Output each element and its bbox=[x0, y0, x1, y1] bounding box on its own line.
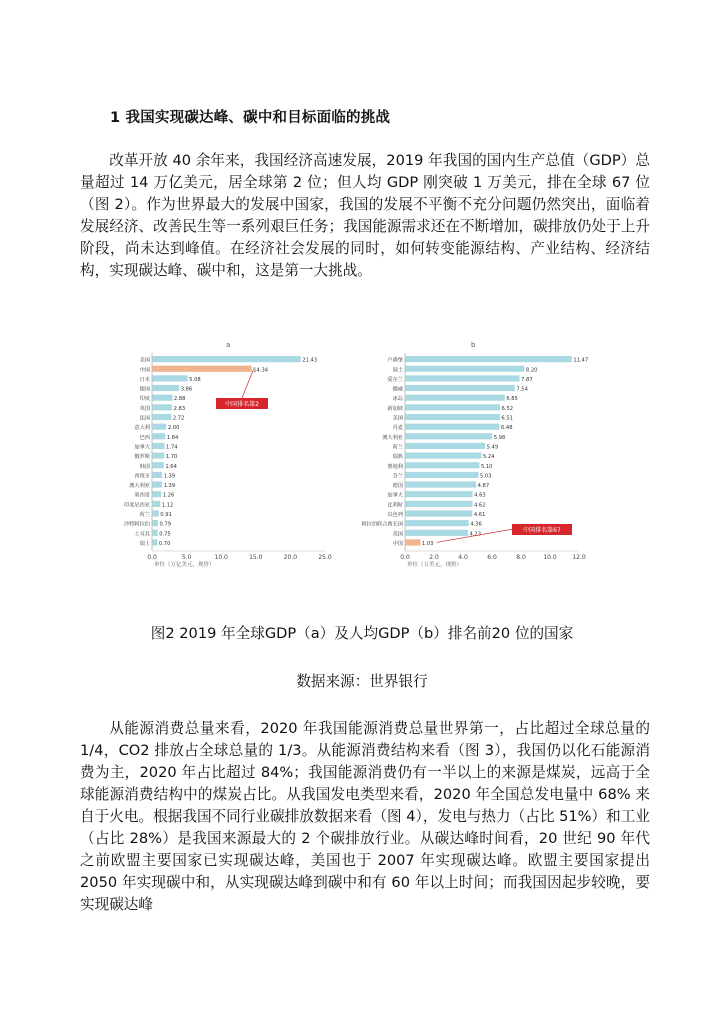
tick-label: 10.0 bbox=[543, 554, 557, 561]
tick-label: 0.0 bbox=[400, 554, 410, 561]
value-label: 3.86 bbox=[180, 386, 193, 393]
tick-label: 0.0 bbox=[147, 554, 157, 561]
category-label: 意大利 bbox=[134, 425, 150, 432]
bar bbox=[153, 462, 164, 468]
bar bbox=[153, 424, 167, 430]
value-label: 6.51 bbox=[501, 415, 513, 422]
tick-label: 6.0 bbox=[487, 554, 497, 561]
value-label: 0.91 bbox=[160, 512, 172, 518]
category-label: 美国 bbox=[392, 415, 403, 422]
value-label: 1.70 bbox=[165, 454, 178, 461]
data-source: 数据来源：世界银行 bbox=[296, 673, 428, 690]
category-label: 爱尔兰 bbox=[387, 376, 403, 383]
bar bbox=[153, 501, 161, 507]
value-label: 5.24 bbox=[482, 454, 495, 461]
paragraph-intro: 改革开放 40 余年来，我国经济高速发展，2019 年我国的国内生产总值（GDP）总量超过 14 万亿美元，居全球第 2 位；但人均 GDP 刚突破 1 万美元，排在全球 67 位（图 2）。作为世界最大的发展中国家，我国的发展不平衡不充分问题仍然突出，面临着发展经济、改善民生等一系列艰巨任务；我国能源需求还在不断增加，碳排放仍处于上升阶段，尚未达到峰值。在经济社会发展的同时，如何转变能源结构、产业结构、经济结构，实现碳达峰、碳中和，这是第一大挑战。 bbox=[80, 152, 650, 279]
value-label: 1.84 bbox=[166, 434, 179, 441]
x-axis-label: 单位（万美元，现价） bbox=[407, 562, 463, 568]
tick-label: 5.0 bbox=[181, 554, 192, 561]
chart-b-gdp-per-capita bbox=[361, 341, 588, 568]
category-label: 沙特阿拉伯 bbox=[124, 521, 150, 528]
bar bbox=[406, 424, 500, 430]
value-label: 1.12 bbox=[161, 502, 174, 509]
category-label: 中国 bbox=[392, 540, 403, 547]
category-label: 丹麦 bbox=[392, 425, 403, 432]
bar bbox=[406, 414, 500, 420]
value-label: 1.03 bbox=[421, 540, 434, 547]
bar bbox=[406, 510, 473, 516]
gdp-figure bbox=[124, 336, 598, 586]
category-label: 瑞士 bbox=[392, 367, 403, 374]
tick-label: 15.0 bbox=[249, 554, 263, 561]
category-label: 俄罗斯 bbox=[134, 454, 150, 461]
category-label: 荷兰 bbox=[139, 512, 150, 518]
bar bbox=[406, 520, 469, 526]
category-label: 中国 bbox=[139, 367, 150, 374]
tick-label: 25.0 bbox=[318, 554, 332, 561]
category-label: 澳大利亚 bbox=[129, 483, 150, 490]
value-label: 5.49 bbox=[486, 444, 499, 451]
tick-label: 2.0 bbox=[429, 554, 439, 561]
value-label: 0.79 bbox=[159, 521, 172, 528]
bar bbox=[406, 481, 477, 487]
bar bbox=[406, 453, 482, 459]
bar bbox=[153, 510, 159, 516]
tick-label: 20.0 bbox=[283, 554, 298, 561]
value-label: 2.83 bbox=[173, 405, 186, 412]
category-label: 德国 bbox=[392, 483, 403, 490]
bar bbox=[153, 366, 252, 372]
value-label: 7.87 bbox=[521, 376, 533, 383]
paragraph-energy: 从能源消费总量来看，2020 年我国能源消费总量世界第一，占比超过全球总量的 1/4，CO2 排放占全球总量的 1/3。从能源消费结构来看（图 3），我国仍以化石能源消费为主，2020 年占比超过 84%；我国能源消费仍有一半以上的来源是煤炭，远高于全球能源消费结构中的煤炭占比。从我国发电类型来看，2020 年全国总发电量中 68% 来自于火电。根据我国不同行业碳排放数据来看（图 4），发电与热力（占比 51%）和工业（占比 28%）是我国来源最大的 2 个碳排放行业。从碳达峰时间看，20 世纪 90 年代之前欧盟主要国家已实现碳达峰，美国也于 2007 年实现碳达峰。欧盟主要国家提出 2050 年实现碳中和，从实现碳达峰到碳中和有 60 年以上时间；而我国因起步较晚，要实现碳达峰 bbox=[80, 720, 650, 913]
value-label: 6.52 bbox=[501, 405, 514, 412]
bar bbox=[153, 414, 172, 420]
value-label: 21.43 bbox=[302, 357, 318, 364]
value-label: 4.87 bbox=[477, 483, 490, 490]
tick-label: 8.0 bbox=[516, 554, 526, 561]
category-label: 英国 bbox=[392, 531, 403, 538]
value-label: 4.23 bbox=[469, 531, 482, 538]
bar bbox=[406, 539, 421, 545]
category-label: 加拿大 bbox=[387, 492, 403, 499]
value-label: 4.36 bbox=[470, 521, 482, 528]
category-label: 以色列 bbox=[387, 512, 403, 518]
category-label: 美国 bbox=[139, 357, 150, 364]
section-heading: 1 我国实现碳达峰、碳中和目标面临的挑战 bbox=[110, 110, 391, 126]
value-label: 4.62 bbox=[473, 502, 486, 509]
tick-label: 4.0 bbox=[458, 554, 468, 561]
bar bbox=[153, 539, 158, 545]
value-label: 6.85 bbox=[506, 396, 518, 403]
bar bbox=[406, 501, 473, 507]
value-label: 1.39 bbox=[163, 483, 176, 490]
bar bbox=[153, 443, 165, 449]
category-label: 法国 bbox=[139, 415, 150, 422]
value-label: 1.74 bbox=[166, 444, 178, 451]
category-label: 奥地利 bbox=[387, 463, 403, 470]
chart-title: a bbox=[226, 341, 231, 349]
category-label: 荷兰 bbox=[392, 444, 403, 451]
bar bbox=[153, 433, 166, 439]
value-label: 1.39 bbox=[163, 473, 176, 480]
category-label: 新加坡 bbox=[387, 405, 403, 412]
value-label: 0.75 bbox=[159, 531, 171, 538]
category-label: 土耳其 bbox=[134, 531, 150, 538]
tick-label: 12.0 bbox=[572, 554, 586, 561]
bar bbox=[406, 491, 473, 497]
value-label: 5.10 bbox=[480, 463, 493, 470]
bar bbox=[406, 375, 520, 381]
bar bbox=[153, 375, 188, 381]
value-label: 6.48 bbox=[500, 425, 513, 432]
bar bbox=[153, 472, 163, 478]
category-label: 芬兰 bbox=[392, 473, 403, 480]
category-label: 冰岛 bbox=[392, 396, 403, 403]
category-label: 英国 bbox=[139, 405, 150, 412]
callout-text: 中国排名第2 bbox=[225, 401, 259, 408]
callout-text: 中国排名第67 bbox=[523, 527, 561, 534]
bar bbox=[153, 491, 162, 497]
figure-caption: 图2 2019 年全球GDP（a）及人均GDP（b）排名前20 位的国家 bbox=[150, 625, 574, 642]
category-label: 加拿大 bbox=[134, 444, 150, 451]
bar bbox=[153, 453, 165, 459]
value-label: 5.08 bbox=[189, 376, 201, 383]
category-label: 瑞士 bbox=[139, 540, 150, 547]
category-label: 挪威 bbox=[392, 386, 403, 393]
callout-line bbox=[242, 369, 254, 398]
category-label: 韩国 bbox=[139, 463, 150, 470]
bar bbox=[153, 404, 173, 410]
category-label: 澳大利亚 bbox=[382, 434, 403, 441]
category-label: 阿拉伯联合酋长国 bbox=[361, 521, 403, 528]
bar bbox=[153, 395, 173, 401]
category-label: 日本 bbox=[139, 376, 150, 383]
bar bbox=[153, 385, 180, 391]
bar bbox=[153, 356, 301, 362]
bar bbox=[153, 481, 163, 487]
bar bbox=[406, 530, 468, 536]
value-label: 8.20 bbox=[525, 367, 538, 374]
category-label: 墨西哥 bbox=[134, 492, 150, 499]
chart-title: b bbox=[471, 341, 476, 349]
chart-a-gdp-total bbox=[124, 341, 332, 568]
value-label: 1.64 bbox=[165, 463, 177, 470]
category-label: 印度 bbox=[139, 396, 150, 403]
bar bbox=[406, 462, 480, 468]
category-label: 卢森堡 bbox=[387, 357, 403, 364]
bar bbox=[406, 395, 505, 401]
bar bbox=[406, 385, 515, 391]
category-label: 德国 bbox=[139, 386, 150, 393]
value-label: 5.98 bbox=[493, 434, 506, 441]
bar bbox=[406, 472, 479, 478]
category-label: 比利时 bbox=[387, 502, 403, 509]
category-label: 印度尼西亚 bbox=[124, 502, 150, 509]
bar bbox=[406, 433, 493, 439]
value-label: 4.61 bbox=[473, 512, 486, 518]
bar bbox=[406, 356, 572, 362]
tick-label: 10.0 bbox=[214, 554, 228, 561]
value-label: 2.88 bbox=[173, 396, 186, 403]
bar bbox=[406, 404, 501, 410]
bar bbox=[153, 530, 158, 536]
bar bbox=[153, 520, 158, 526]
category-label: 瑞典 bbox=[392, 454, 403, 461]
value-label: 2.00 bbox=[167, 425, 180, 432]
value-label: 7.54 bbox=[516, 386, 528, 393]
value-label: 2.72 bbox=[172, 415, 185, 422]
category-label: 巴西 bbox=[139, 434, 150, 441]
bar bbox=[406, 443, 486, 449]
x-axis-label: 单位（万亿美元，现价） bbox=[154, 562, 215, 568]
category-label: 西班牙 bbox=[134, 473, 150, 480]
value-label: 0.70 bbox=[158, 540, 171, 547]
value-label: 1.26 bbox=[162, 492, 175, 499]
value-label: 4.63 bbox=[474, 492, 486, 499]
value-label: 11.47 bbox=[573, 357, 589, 364]
value-label: 5.03 bbox=[479, 473, 492, 480]
value-label: 14.34 bbox=[253, 367, 269, 374]
bar bbox=[406, 366, 525, 372]
